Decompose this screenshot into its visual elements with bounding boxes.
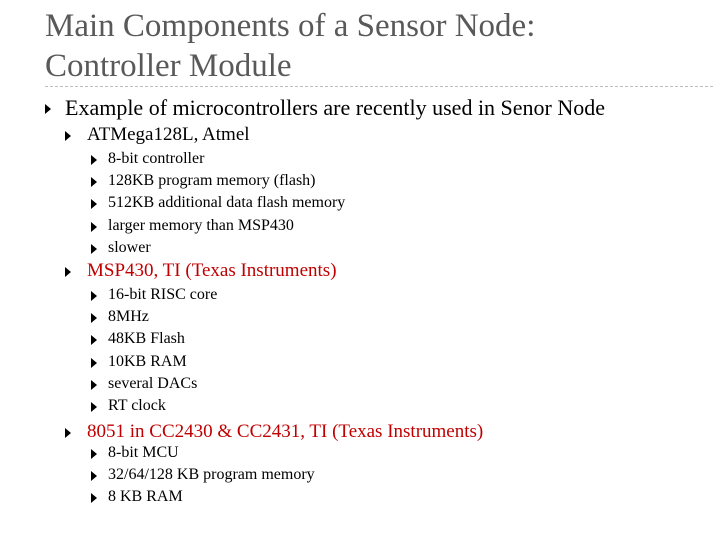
triangle-bullet-icon [91, 358, 97, 368]
list-item: larger memory than MSP430 [108, 217, 294, 234]
title-line-2: Controller Module [45, 48, 292, 84]
list-item: 8MHz [108, 308, 149, 325]
list-item: 32/64/128 KB program memory [108, 466, 315, 483]
triangle-bullet-icon [91, 380, 97, 390]
list-item: 8-bit MCU [108, 444, 179, 461]
list-item: 10KB RAM [108, 353, 187, 370]
triangle-bullet-icon [91, 199, 97, 209]
list-item: 512KB additional data flash memory [108, 194, 346, 211]
slide-title [45, 6, 705, 86]
triangle-bullet-icon [91, 244, 97, 254]
triangle-bullet-icon [91, 155, 97, 165]
title-divider [45, 86, 713, 87]
group-heading: MSP430, TI (Texas Instruments) [87, 260, 337, 281]
triangle-bullet-icon [65, 131, 71, 141]
list-item: 8 KB RAM [108, 488, 183, 505]
triangle-bullet-icon [91, 493, 97, 503]
list-item: 8-bit controller [108, 150, 205, 167]
list-item: slower [108, 239, 151, 256]
triangle-bullet-icon [91, 313, 97, 323]
list-item: 128KB program memory (flash) [108, 172, 316, 189]
group-heading: ATMega128L, Atmel [87, 124, 250, 145]
group-heading: 8051 in CC2430 & CC2431, TI (Texas Instruments) [87, 421, 484, 442]
main-bullet: Example of microcontrollers are recently used in Senor Node [65, 95, 606, 120]
list-item: several DACs [108, 375, 198, 392]
triangle-bullet-icon [91, 291, 97, 301]
list-item: RT clock [108, 397, 166, 414]
triangle-bullet-icon [91, 335, 97, 345]
triangle-bullet-icon [65, 267, 71, 277]
triangle-bullet-icon [65, 428, 71, 438]
triangle-bullet-icon [91, 449, 97, 459]
triangle-bullet-icon [91, 471, 97, 481]
triangle-bullet-icon [91, 177, 97, 187]
list-item: 16-bit RISC core [108, 286, 218, 303]
triangle-bullet-icon [91, 402, 97, 412]
triangle-bullet-icon [45, 104, 51, 114]
list-item: 48KB Flash [108, 330, 185, 347]
triangle-bullet-icon [91, 222, 97, 232]
title-line-1: Main Components of a Sensor Node: [45, 8, 536, 44]
